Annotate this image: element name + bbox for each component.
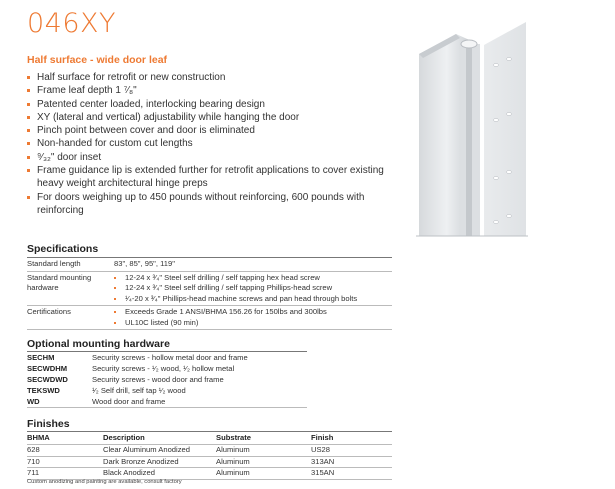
bullet-icon <box>114 277 116 279</box>
feature-text: Frame leaf depth 1 ⁷⁄₈" <box>37 85 137 97</box>
finish-cell: Aluminum <box>216 445 311 457</box>
bullet-icon <box>27 169 30 172</box>
finish-cell: 711 <box>27 468 103 480</box>
hardware-code: SECWDHM <box>27 364 68 373</box>
spec-value-text: 83", 85", 95", 119" <box>114 259 175 268</box>
finishes-column-header: Substrate <box>216 432 311 445</box>
finishes-column-header: Description <box>103 432 216 445</box>
feature-item <box>27 111 407 124</box>
hardware-code: TEKSWD <box>27 386 60 395</box>
optional-hardware-heading: Optional mounting hardware <box>27 338 170 350</box>
finish-row <box>27 445 392 457</box>
bullet-icon <box>27 103 30 106</box>
feature-item <box>27 151 407 164</box>
optional-hardware-row <box>27 396 307 408</box>
spec-value-item <box>114 307 392 318</box>
optional-hardware-row <box>27 374 307 385</box>
bullet-icon <box>114 287 116 289</box>
finish-cell: Aluminum <box>216 456 311 468</box>
finish-row <box>27 468 392 480</box>
finishes-heading: Finishes <box>27 418 70 430</box>
spec-value-item <box>114 283 392 294</box>
spec-value-text: UL10C listed (90 min) <box>125 317 199 327</box>
finish-cell: 315AN <box>311 468 392 480</box>
spec-label: Standard length <box>27 258 114 272</box>
spec-row <box>27 306 392 330</box>
feature-text: ⁹⁄₃₂" door inset <box>37 151 102 163</box>
feature-item <box>27 84 407 97</box>
feature-item <box>27 191 407 218</box>
spec-label: Standard mounting hardware <box>27 271 114 306</box>
optional-hardware-row <box>27 385 307 396</box>
optional-hardware-row <box>27 352 307 364</box>
hardware-description: Wood door and frame <box>92 396 307 408</box>
hardware-code: SECWDWD <box>27 375 68 384</box>
spec-value <box>114 258 392 272</box>
hardware-code: SECHM <box>27 353 55 362</box>
spec-value-text: 12-24 x ³⁄₄" Steel self drilling / self tapping Phillips-head screw <box>125 283 333 292</box>
spec-value <box>114 306 392 330</box>
finish-cell: 710 <box>27 456 103 468</box>
finishes-column-header: Finish <box>311 432 392 445</box>
spec-value-item <box>114 294 392 305</box>
optional-hardware-table <box>27 351 307 408</box>
feature-item <box>27 71 407 84</box>
bullet-icon <box>27 156 30 159</box>
spec-value-text: ¹⁄₄-20 x ³⁄₄" Phillips-head machine screws and pan head through bolts <box>125 293 358 303</box>
feature-list <box>27 71 407 217</box>
optional-hardware-row <box>27 363 307 374</box>
finishes-column-header: BHMA <box>27 432 103 445</box>
finish-cell: 313AN <box>311 456 392 468</box>
finishes-table <box>27 431 392 480</box>
finish-cell: Black Anodized <box>103 468 216 480</box>
specifications-table <box>27 257 392 330</box>
bullet-icon <box>114 298 116 300</box>
hardware-description: Security screws - wood door and frame <box>92 375 224 384</box>
feature-text: For doors weighing up to 450 pounds without reinforcing, 600 pounds with reinforcing <box>37 191 365 216</box>
bullet-icon <box>114 322 116 324</box>
bullet-icon <box>27 142 30 145</box>
bullet-icon <box>27 129 30 132</box>
finish-row <box>27 456 392 468</box>
feature-item <box>27 164 407 191</box>
feature-text: Patented center loaded, interlocking bearing design <box>37 98 265 110</box>
finishes-footnote: Custom anodizing and painting are available, consult factory <box>27 479 182 485</box>
feature-item <box>27 137 407 150</box>
spec-value <box>114 271 392 306</box>
feature-text: Pinch point between cover and door is eliminated <box>37 125 255 137</box>
feature-text: Frame guidance lip is extended further for retrofit applications to cover existing heavy weight architectural hinge preps <box>37 165 384 190</box>
spec-value-list <box>114 307 392 328</box>
product-subtitle: Half surface - wide door leaf <box>27 54 168 66</box>
hardware-description: ¹⁄₂ Self drill, self tap ¹⁄₂ wood <box>92 386 186 395</box>
finish-cell: Clear Aluminum Anodized <box>103 445 216 457</box>
spec-value-text: Exceeds Grade 1 ANSI/BHMA 156.26 for 150lbs and 300lbs <box>125 307 327 316</box>
spec-value-item <box>114 273 392 284</box>
hardware-description: Security screws - ¹⁄₂ wood, ¹⁄₂ hollow metal <box>92 364 235 373</box>
bullet-icon <box>27 89 30 92</box>
finish-cell: Aluminum <box>216 468 311 480</box>
feature-text: XY (lateral and vertical) adjustability while hanging the door <box>37 111 300 123</box>
feature-item <box>27 98 407 111</box>
spec-label: Certifications <box>27 306 114 330</box>
hardware-code: WD <box>27 396 92 408</box>
feature-text: Half surface for retrofit or new construction <box>37 72 226 83</box>
bullet-icon <box>27 116 30 119</box>
feature-text: Non-handed for custom cut lengths <box>37 138 193 150</box>
bullet-icon <box>27 76 30 79</box>
spec-value-text: 12-24 x ³⁄₄" Steel self drilling / self tapping hex head screw <box>125 272 320 282</box>
product-title: 046XY <box>27 8 117 39</box>
hardware-description: Security screws - hollow metal door and frame <box>92 353 248 362</box>
bullet-icon <box>27 196 30 199</box>
feature-item <box>27 124 407 137</box>
specifications-heading: Specifications <box>27 243 99 255</box>
spec-value-list <box>114 273 392 305</box>
finish-cell: Dark Bronze Anodized <box>103 456 216 468</box>
spec-value-item <box>114 318 392 329</box>
hinge-product-image <box>416 20 546 238</box>
bullet-icon <box>114 311 116 313</box>
spec-row <box>27 258 392 272</box>
finish-cell: 628 <box>27 445 103 457</box>
spec-row <box>27 271 392 306</box>
finish-cell: US28 <box>311 445 392 457</box>
